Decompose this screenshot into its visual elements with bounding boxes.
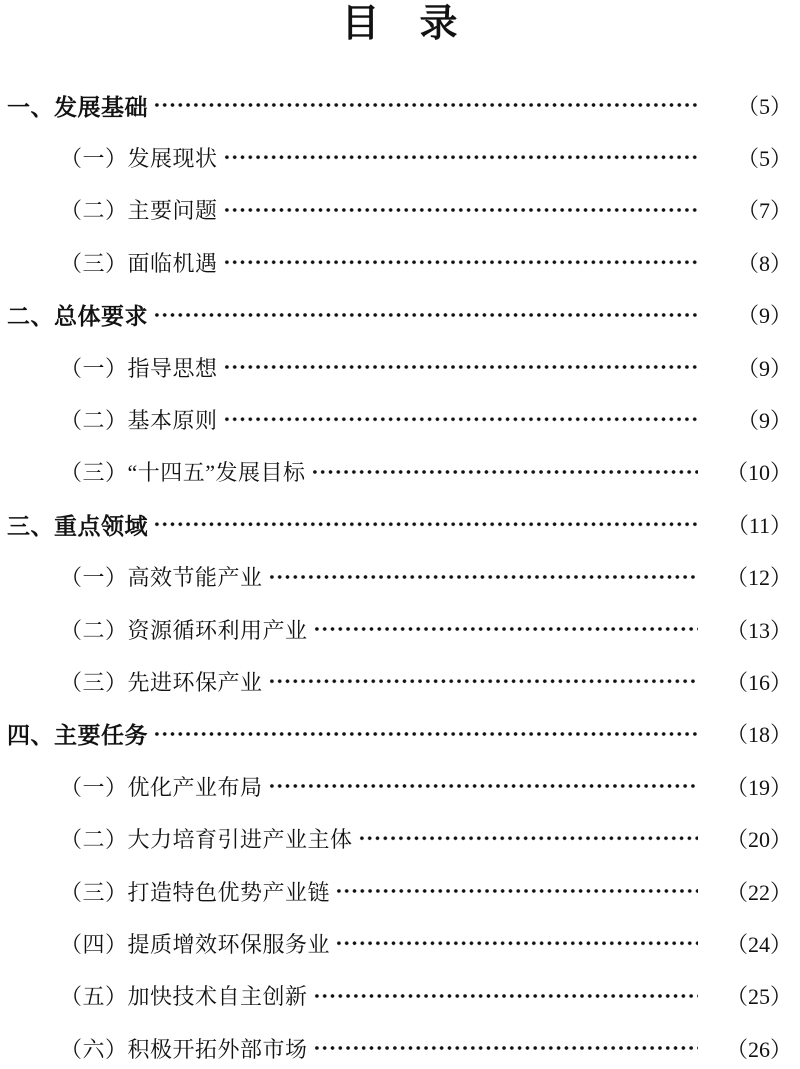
dot-leader — [313, 603, 698, 655]
toc-entry-page: （25） — [725, 984, 792, 1010]
toc-entry-label: （一）指导思想 — [60, 355, 218, 381]
dot-leader — [335, 917, 698, 969]
toc-entry-label: 三、重点领域 — [7, 512, 148, 539]
toc-entry-page: （26） — [725, 1036, 792, 1062]
toc-entry — [0, 79, 800, 131]
toc-entry — [0, 917, 800, 969]
dot-leader — [153, 289, 698, 341]
dot-leader — [358, 812, 698, 864]
toc-entry-page: （11） — [726, 512, 792, 538]
toc-entry — [0, 708, 800, 760]
toc-entry-page: （5） — [736, 146, 792, 172]
toc-entry-label: （三）“十四五”发展目标 — [60, 460, 306, 486]
toc-entry-page: （9） — [736, 408, 792, 434]
toc-entry-page: （7） — [736, 198, 792, 224]
toc-entry-label: （二）大力培育引进产业主体 — [60, 827, 353, 853]
toc-entry-label: 二、总体要求 — [7, 303, 148, 330]
toc-entry — [0, 393, 800, 445]
toc-entry-page: （9） — [736, 303, 792, 329]
table-of-contents — [0, 79, 800, 1069]
dot-leader — [153, 708, 698, 760]
toc-entry — [0, 236, 800, 288]
toc-entry-page: （19） — [725, 774, 792, 800]
toc-entry-label: （三）面临机遇 — [60, 250, 218, 276]
page-title: 目 录 — [341, 3, 459, 45]
dot-leader — [268, 760, 698, 812]
toc-entry — [0, 551, 800, 603]
toc-entry-page: （18） — [725, 722, 792, 748]
toc-entry-page: （24） — [725, 931, 792, 957]
toc-entry-label: （一）优化产业布局 — [60, 774, 263, 800]
dot-leader — [223, 341, 698, 393]
toc-entry-label: （一）发展现状 — [60, 146, 218, 172]
toc-entry — [0, 760, 800, 812]
toc-entry-label: （五）加快技术自主创新 — [60, 984, 308, 1010]
toc-entry-page: （9） — [736, 355, 792, 381]
toc-entry — [0, 446, 800, 498]
toc-entry-page: （5） — [736, 93, 792, 119]
toc-entry — [0, 498, 800, 550]
toc-entry — [0, 812, 800, 864]
toc-entry-page: （13） — [725, 617, 792, 643]
toc-entry — [0, 131, 800, 183]
dot-leader — [153, 79, 698, 131]
dot-leader — [313, 970, 698, 1022]
toc-entry-label: （三）打造特色优势产业链 — [60, 879, 331, 905]
dot-leader — [311, 446, 698, 498]
toc-entry — [0, 655, 800, 707]
toc-entry — [0, 970, 800, 1022]
dot-leader — [223, 393, 698, 445]
toc-entry — [0, 1022, 800, 1069]
toc-entry — [0, 865, 800, 917]
dot-leader — [223, 236, 698, 288]
toc-entry-page: （16） — [725, 669, 792, 695]
toc-entry-label: （二）主要问题 — [60, 198, 218, 224]
dot-leader — [268, 655, 698, 707]
toc-entry — [0, 289, 800, 341]
toc-entry-page: （22） — [725, 879, 792, 905]
toc-entry-label: （二）基本原则 — [60, 408, 218, 434]
toc-entry-label: （四）提质增效环保服务业 — [60, 931, 331, 957]
toc-entry — [0, 341, 800, 393]
toc-entry-page: （10） — [725, 460, 792, 486]
toc-entry-label: （一）高效节能产业 — [60, 565, 263, 591]
toc-entry-label: （六）积极开拓外部市场 — [60, 1036, 308, 1062]
toc-entry — [0, 184, 800, 236]
toc-entry-label: 四、主要任务 — [7, 722, 148, 749]
toc-entry-page: （12） — [725, 565, 792, 591]
toc-entry-page: （20） — [725, 827, 792, 853]
toc-entry-label: （二）资源循环利用产业 — [60, 617, 308, 643]
toc-entry-label: 一、发展基础 — [7, 93, 148, 120]
dot-leader — [153, 498, 698, 550]
toc-entry-label: （三）先进环保产业 — [60, 669, 263, 695]
dot-leader — [223, 131, 698, 183]
dot-leader — [313, 1022, 698, 1069]
dot-leader — [335, 865, 698, 917]
toc-entry — [0, 603, 800, 655]
dot-leader — [268, 551, 698, 603]
toc-entry-page: （8） — [736, 250, 792, 276]
dot-leader — [223, 184, 698, 236]
